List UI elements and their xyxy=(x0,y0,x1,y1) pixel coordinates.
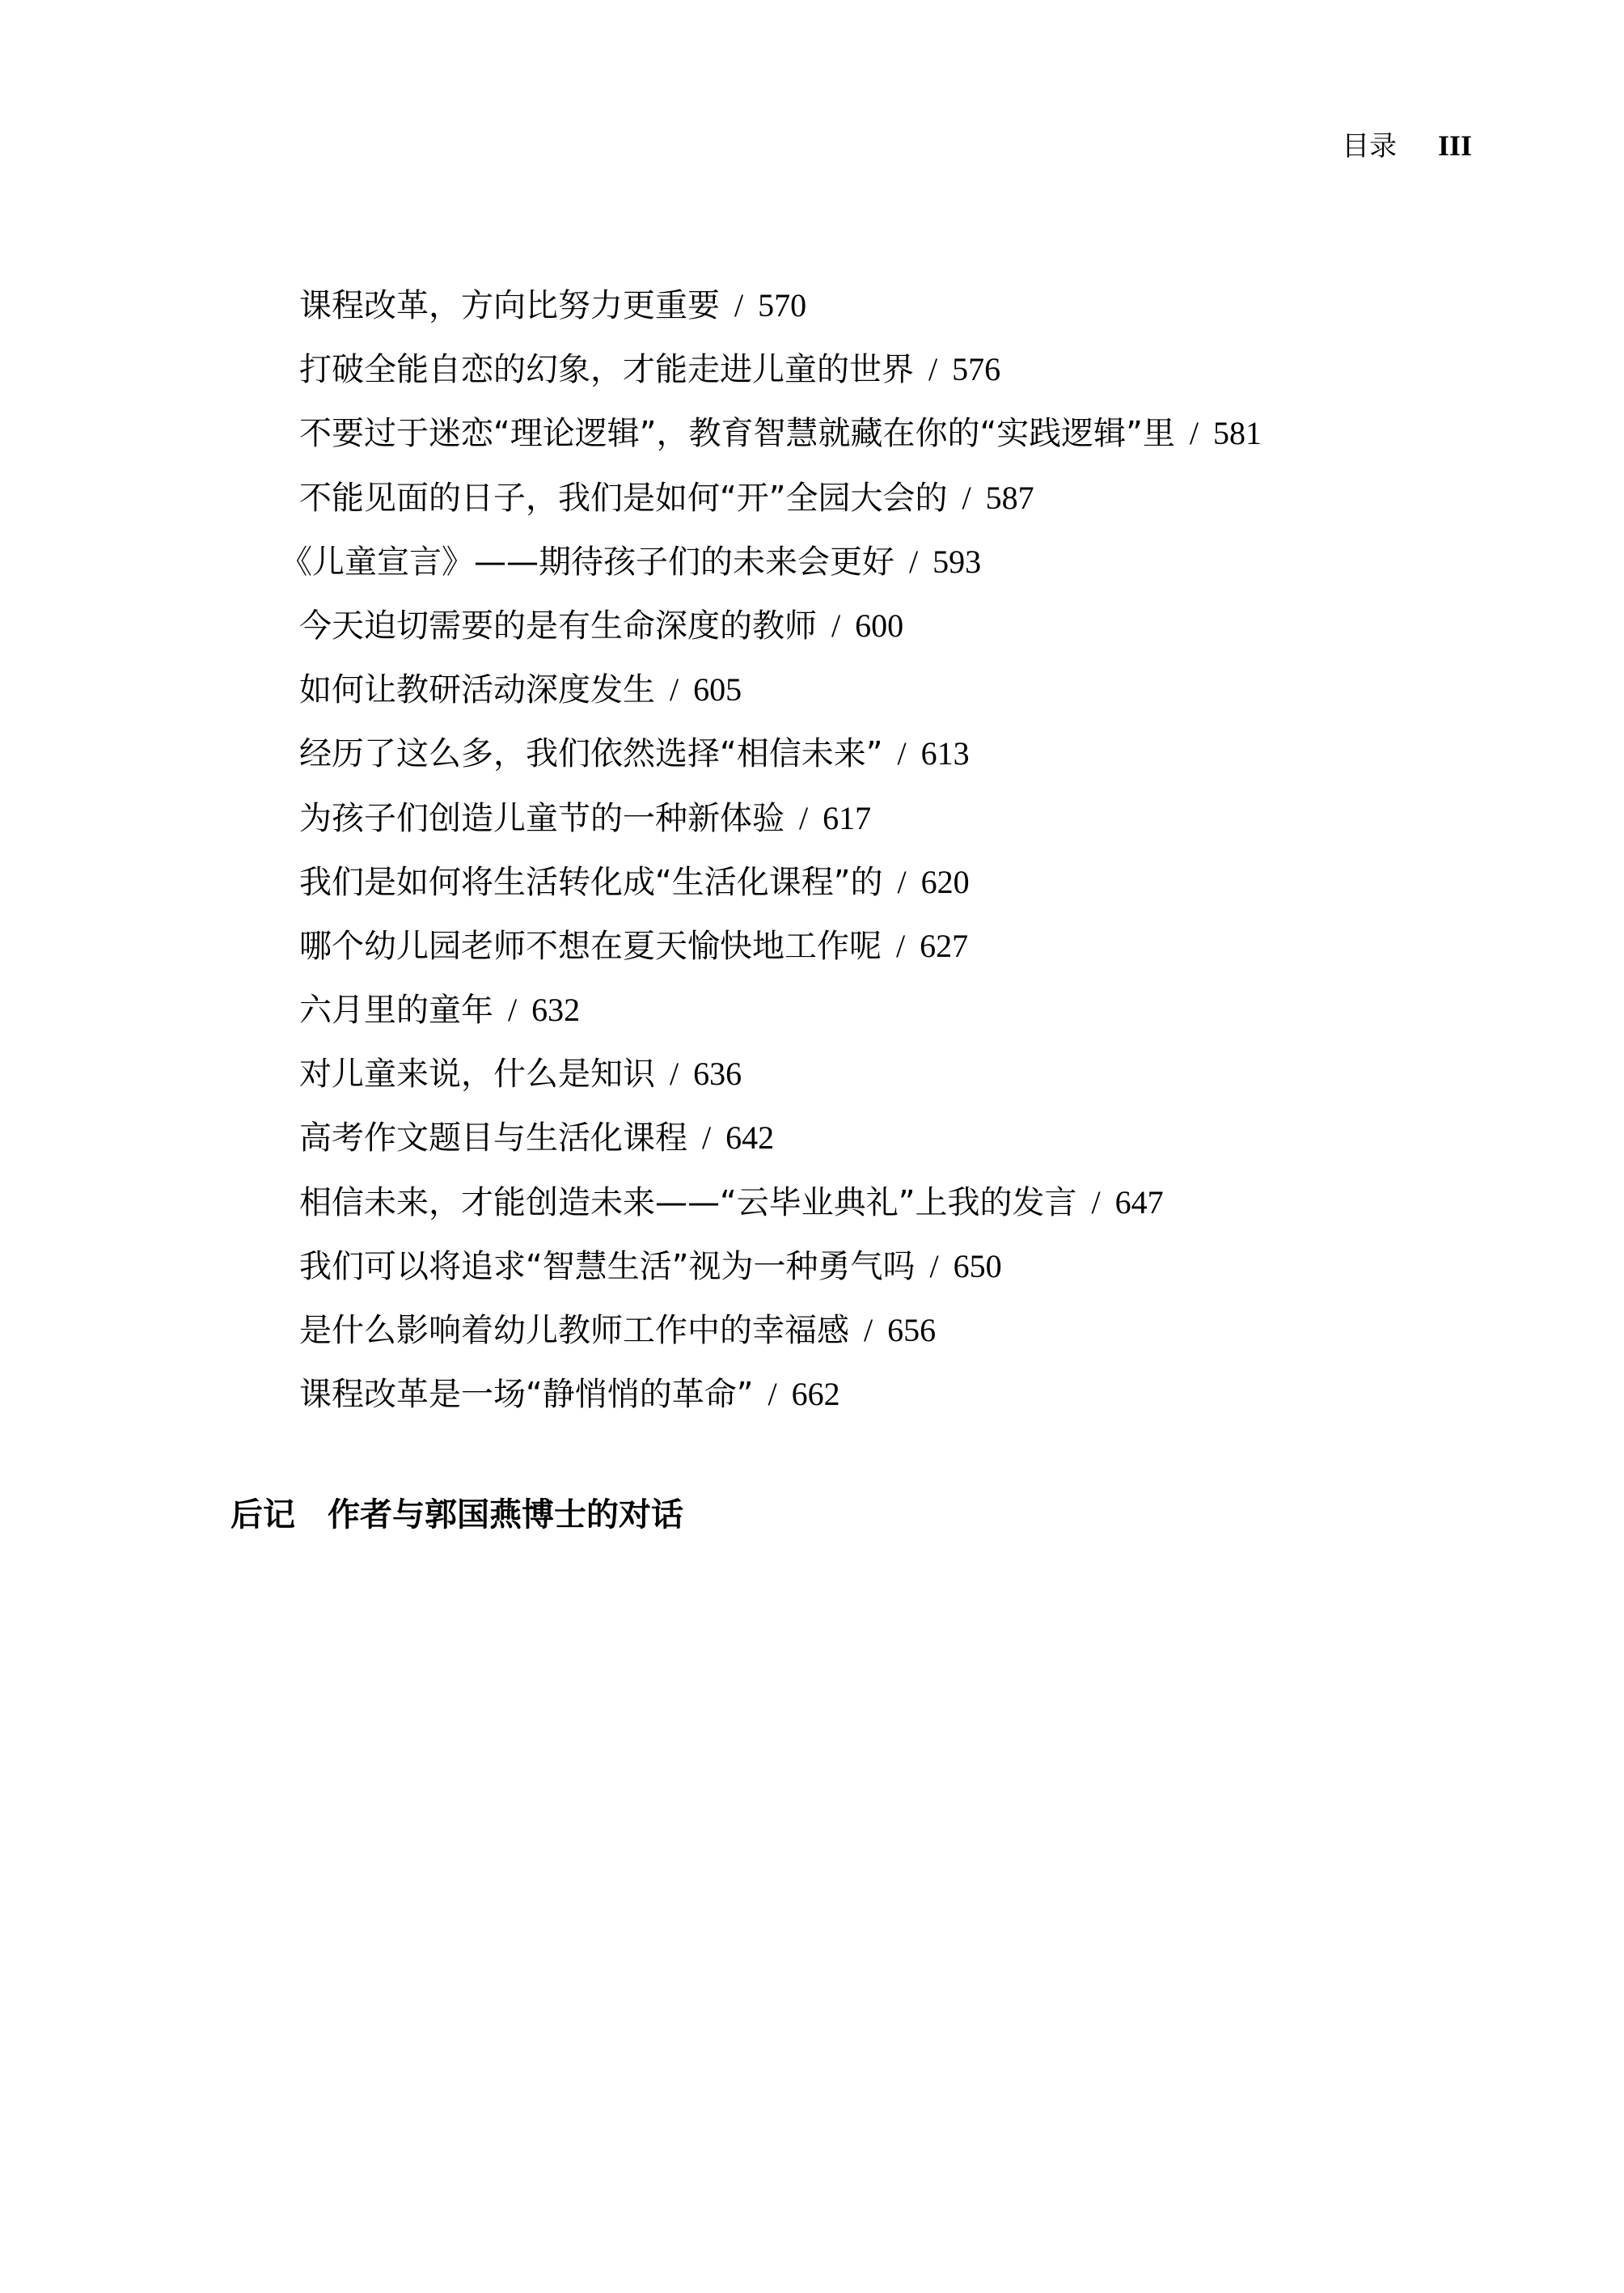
toc-entry-separator: / xyxy=(799,799,809,836)
toc-entry-separator: / xyxy=(929,1247,939,1284)
toc-entry-title: 打破全能自恋的幻象，才能走进儿童的世界 xyxy=(299,351,914,389)
toc-entry[interactable] xyxy=(299,924,1262,988)
toc-entry-title: 经历了这么多，我们依然选择“相信未来” xyxy=(299,735,883,773)
toc-entry-separator: / xyxy=(831,607,841,644)
toc-entry-title: 六月里的童年 xyxy=(299,992,493,1030)
toc-entry[interactable] xyxy=(299,283,1262,347)
toc-entry[interactable] xyxy=(299,1180,1262,1244)
toc-entry-page: 662 xyxy=(791,1376,840,1413)
toc-entry[interactable] xyxy=(299,731,1262,795)
toc-list xyxy=(280,283,1262,1436)
toc-entry[interactable] xyxy=(299,476,1262,539)
toc-entry-page: 636 xyxy=(693,1056,742,1093)
toc-entry[interactable] xyxy=(299,1244,1262,1308)
toc-entry-separator: / xyxy=(864,1312,873,1348)
toc-entry[interactable] xyxy=(299,347,1262,411)
running-head-section: 目录 xyxy=(1342,130,1398,163)
toc-entry-title: 对儿童来说，什么是知识 xyxy=(299,1056,655,1094)
toc-entry-title: 如何让教研活动深度发生 xyxy=(299,671,655,709)
toc-entry-separator: / xyxy=(670,671,679,709)
toc-entry-page: 650 xyxy=(953,1247,1002,1284)
toc-entry-title: 高考作文题目与生活化课程 xyxy=(299,1119,687,1157)
toc-entry-page: 642 xyxy=(725,1119,775,1157)
toc-entry-separator: / xyxy=(896,927,906,964)
toc-entry-separator: / xyxy=(768,1376,777,1413)
toc-entry-page: 570 xyxy=(758,287,807,324)
toc-entry-title: 课程改革，方向比努力更重要 xyxy=(299,287,720,324)
toc-entry[interactable] xyxy=(299,1308,1262,1372)
toc-entry-page: 605 xyxy=(693,671,742,709)
running-head-page-numeral: III xyxy=(1437,129,1472,162)
toc-entry-page: 617 xyxy=(823,799,872,836)
toc-entry-page: 587 xyxy=(985,479,1034,516)
toc-entry-title: 课程改革是一场“静悄悄的革命” xyxy=(299,1376,754,1414)
toc-entry-separator: / xyxy=(734,287,744,324)
toc-entry-separator: / xyxy=(1189,415,1199,452)
toc-entry-title: 我们是如何将生活转化成“生活化课程”的 xyxy=(299,863,883,901)
toc-entry[interactable] xyxy=(299,988,1262,1051)
toc-entry-page: 656 xyxy=(887,1312,937,1348)
toc-entry[interactable] xyxy=(280,539,1262,603)
toc-entry-separator: / xyxy=(909,543,919,580)
toc-entry[interactable] xyxy=(299,1115,1262,1179)
toc-entry[interactable] xyxy=(299,796,1262,860)
toc-entry-page: 647 xyxy=(1114,1183,1164,1221)
running-head xyxy=(1342,129,1472,163)
toc-entry-page: 627 xyxy=(920,927,969,964)
toc-entry-title: 《儿童宣言》——期待孩子们的未来会更好 xyxy=(280,543,894,581)
toc-entry-separator: / xyxy=(702,1119,712,1157)
toc-entry-separator: / xyxy=(928,351,938,388)
toc-entry[interactable] xyxy=(299,860,1262,924)
toc-entry-separator: / xyxy=(508,992,518,1029)
toc-entry-title: 今天迫切需要的是有生命深度的教师 xyxy=(299,607,817,645)
toc-entry-title: 相信未来，才能创造未来——“云毕业典礼”上我的发言 xyxy=(299,1183,1077,1221)
toc-entry[interactable] xyxy=(299,667,1262,731)
toc-entry-title: 为孩子们创造儿童节的一种新体验 xyxy=(299,799,785,837)
afterword-heading[interactable] xyxy=(230,1492,683,1538)
toc-entry-page: 593 xyxy=(933,543,982,580)
toc-entry-page: 581 xyxy=(1213,415,1262,452)
toc-entry-separator: / xyxy=(897,735,907,772)
afterword-title: 作者与郭国燕博士的对话 xyxy=(328,1496,683,1534)
toc-entry[interactable] xyxy=(299,1051,1262,1115)
toc-entry-title: 不能见面的日子，我们是如何“开”全园大会的 xyxy=(299,479,948,517)
toc-entry-separator: / xyxy=(670,1056,679,1093)
afterword-label: 后记 xyxy=(230,1496,295,1534)
toc-entry-separator: / xyxy=(962,479,971,516)
toc-entry-page: 600 xyxy=(855,607,904,644)
toc-entry-separator: / xyxy=(1091,1183,1101,1221)
toc-entry-title: 哪个幼儿园老师不想在夏天愉快地工作呢 xyxy=(299,927,882,965)
toc-entry-page: 620 xyxy=(920,863,970,900)
toc-entry-page: 632 xyxy=(531,992,581,1029)
toc-entry-page: 613 xyxy=(920,735,970,772)
toc-entry[interactable] xyxy=(299,411,1262,475)
toc-entry-title: 是什么影响着幼儿教师工作中的幸福感 xyxy=(299,1312,849,1349)
toc-entry[interactable] xyxy=(299,603,1262,667)
toc-entry-page: 576 xyxy=(952,351,1001,388)
toc-entry[interactable] xyxy=(299,1372,1262,1436)
toc-entry-title: 不要过于迷恋“理论逻辑”，教育智慧就藏在你的“实践逻辑”里 xyxy=(299,415,1175,453)
toc-entry-separator: / xyxy=(897,863,907,900)
toc-entry-title: 我们可以将追求“智慧生活”视为一种勇气吗 xyxy=(299,1247,916,1285)
